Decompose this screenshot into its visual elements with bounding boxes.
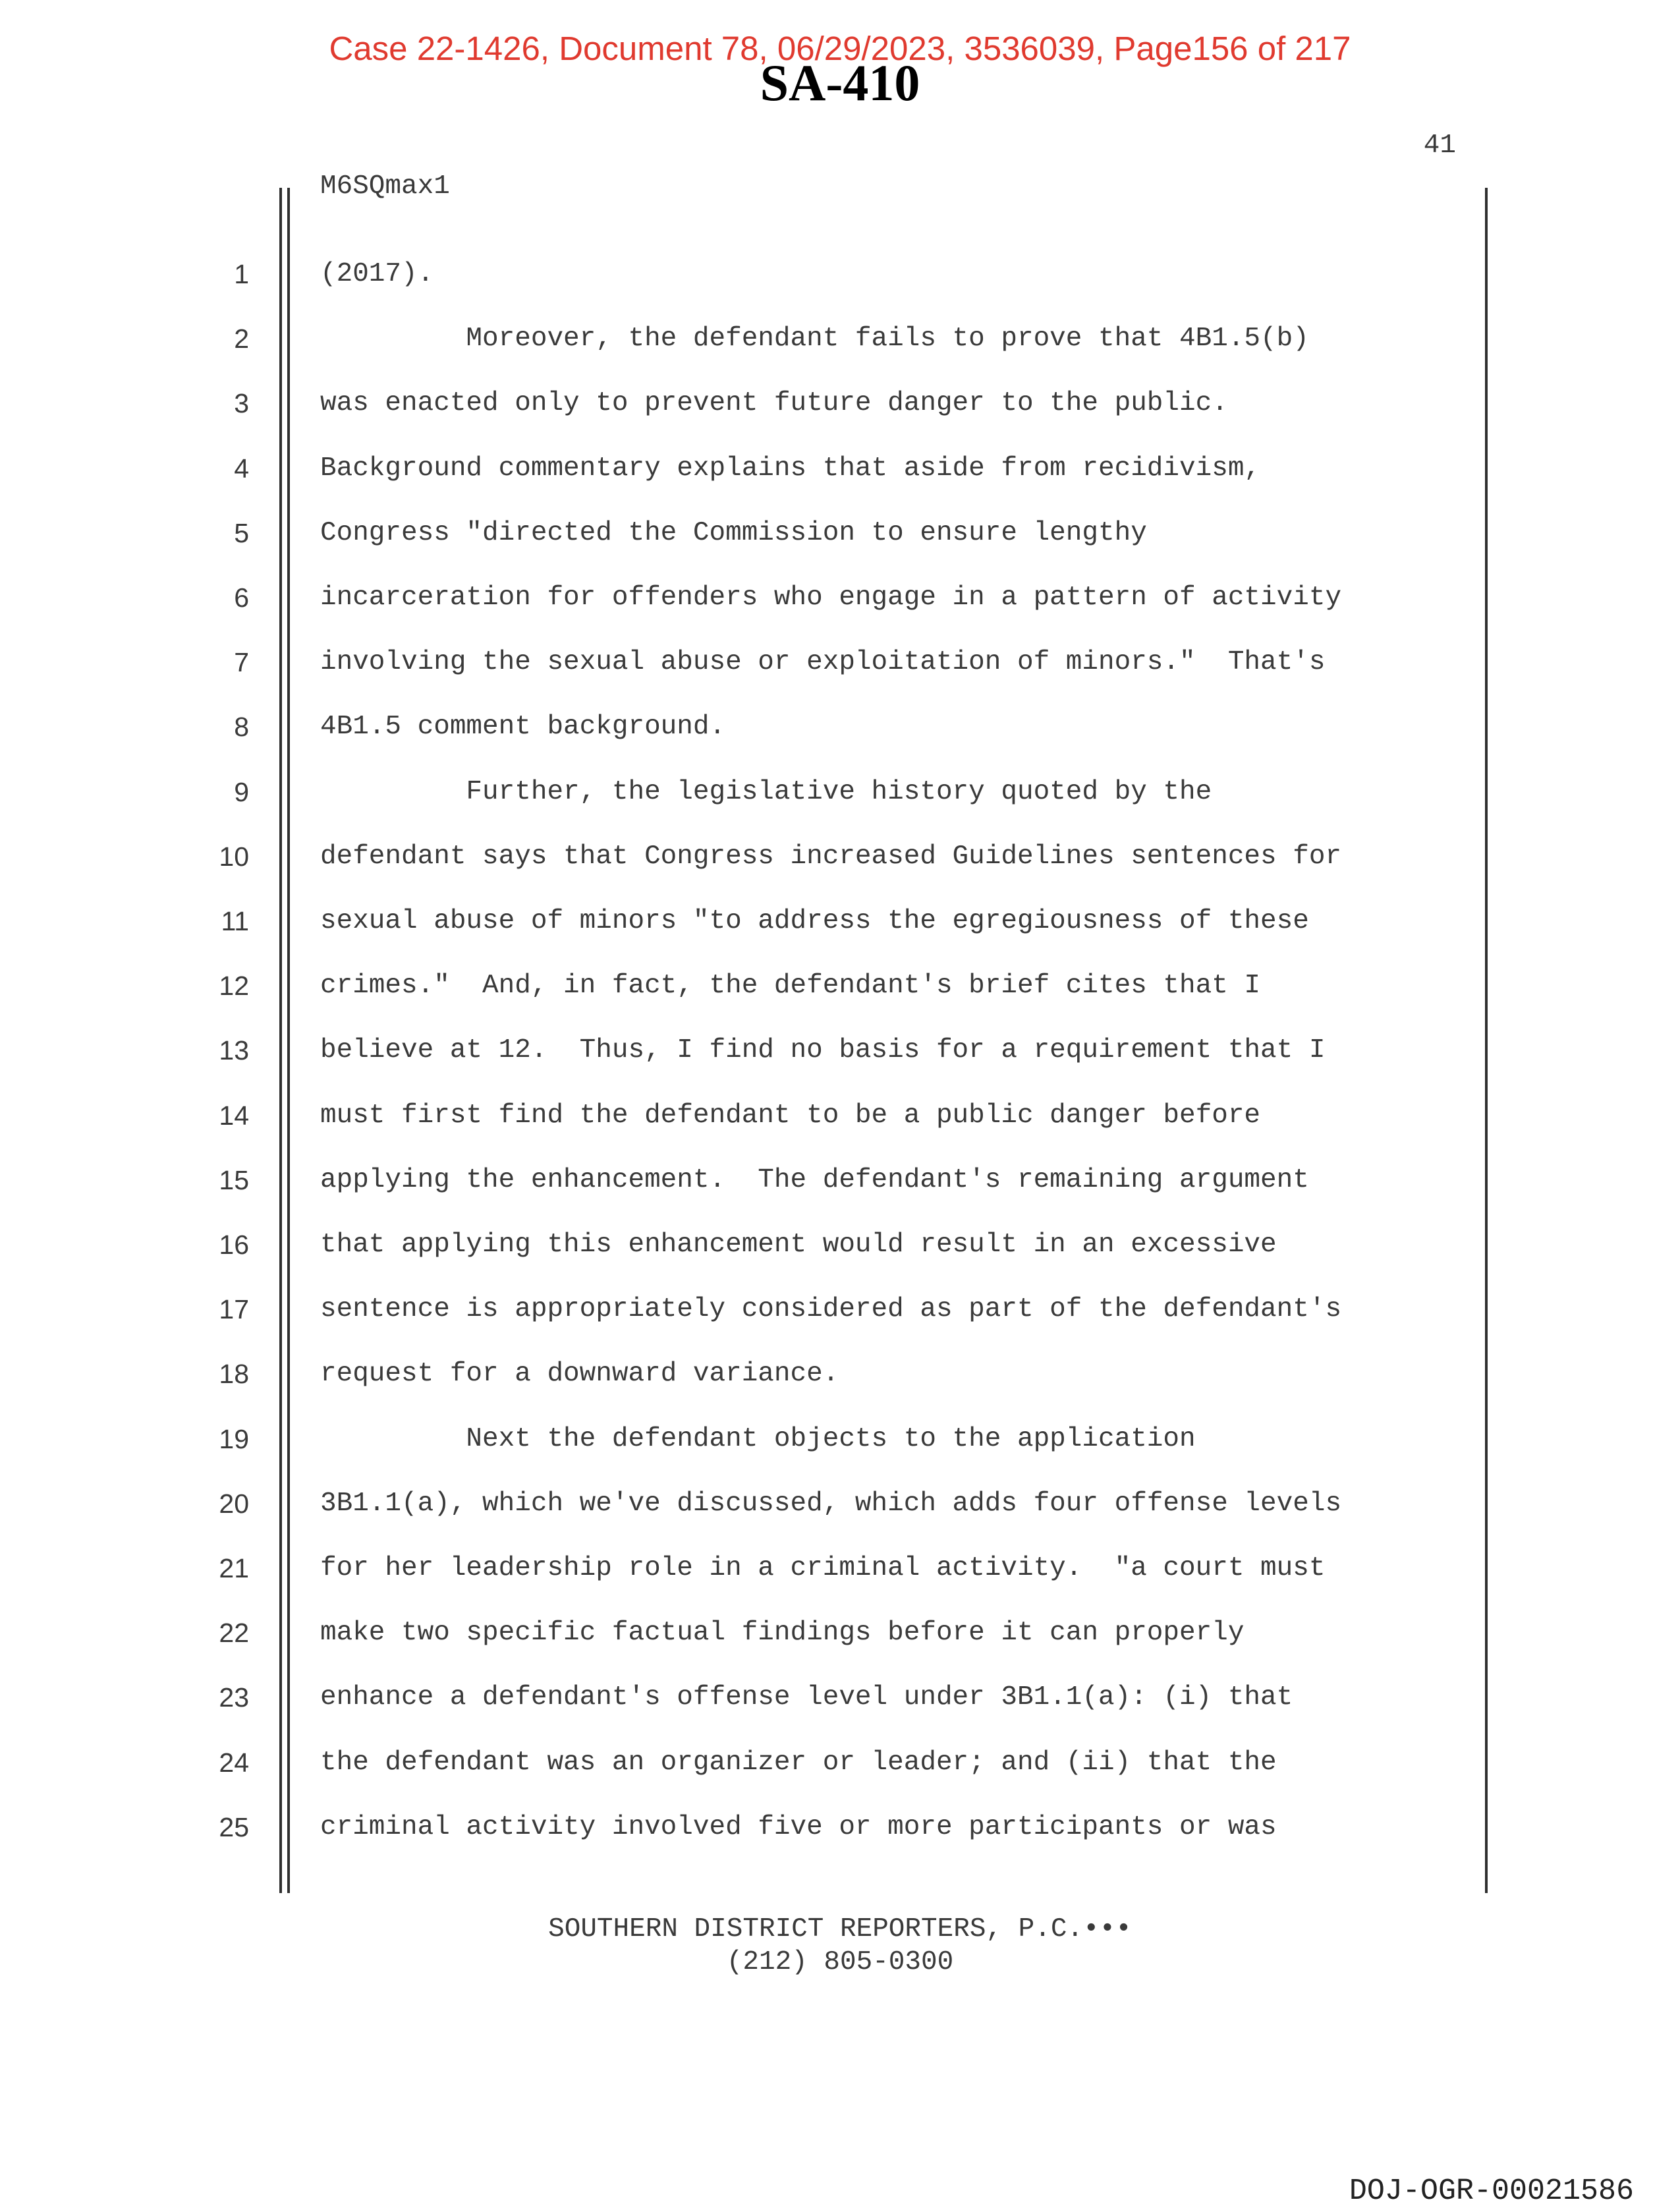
transcript-line: sexual abuse of minors "to address the egregiousness of these <box>320 906 1309 936</box>
right-margin-rule <box>1485 188 1488 1893</box>
line-number: 7 <box>234 647 249 677</box>
line-number: 23 <box>219 1682 249 1713</box>
line-number: 11 <box>221 906 249 936</box>
line-number: 10 <box>219 841 249 872</box>
left-margin-rule-inner <box>287 188 290 1893</box>
transcript-line: Congress "directed the Commission to ensure lengthy <box>320 518 1147 548</box>
transcript-line: applying the enhancement. The defendant's remaining argument <box>320 1165 1309 1195</box>
line-number: 3 <box>234 388 249 418</box>
transcript-line: that applying this enhancement would result in an excessive <box>320 1230 1277 1260</box>
line-number: 24 <box>219 1747 249 1778</box>
page-number: 41 <box>1423 130 1456 161</box>
line-number: 14 <box>219 1100 249 1131</box>
transcript-line: 3B1.1(a), which we've discussed, which adds four offense levels <box>320 1489 1342 1519</box>
transcript-line: was enacted only to prevent future danger to the public. <box>320 388 1228 418</box>
line-number: 13 <box>219 1035 249 1065</box>
transcript-caption: M6SQmax1 <box>320 171 450 202</box>
case-stamp: Case 22-1426, Document 78, 06/29/2023, 3536039, Page156 of 217 <box>329 30 1351 67</box>
transcript-line: sentence is appropriately considered as part of the defendant's <box>320 1294 1342 1324</box>
transcript-line: defendant says that Congress increased Guidelines sentences for <box>320 841 1342 872</box>
reporter-name: SOUTHERN DISTRICT REPORTERS, P.C.••• <box>548 1914 1132 1944</box>
transcript-line: for her leadership role in a criminal activity. "a court must <box>320 1553 1326 1583</box>
transcript-line: enhance a defendant's offense level under 3B1.1(a): (i) that <box>320 1682 1293 1713</box>
line-number: 15 <box>219 1165 249 1195</box>
transcript-line: must first find the defendant to be a public danger before <box>320 1100 1261 1131</box>
sa-number: SA-410 <box>760 54 920 111</box>
line-number: 25 <box>219 1812 249 1842</box>
bates-number: DOJ-OGR-00021586 <box>1349 2174 1634 2208</box>
line-number: 12 <box>219 971 249 1001</box>
transcript-line: criminal activity involved five or more participants or was <box>320 1812 1277 1842</box>
reporter-phone: (212) 805-0300 <box>726 1947 954 1977</box>
line-number: 21 <box>219 1553 249 1583</box>
transcript-line: make two specific factual findings before it can properly <box>320 1618 1245 1648</box>
line-number: 8 <box>234 712 249 742</box>
transcript-line: Next the defendant objects to the application <box>320 1424 1196 1454</box>
line-number: 9 <box>234 777 249 807</box>
line-number: 17 <box>219 1294 249 1324</box>
transcript-line: request for a downward variance. <box>320 1359 839 1389</box>
line-number: 1 <box>234 259 249 289</box>
line-number: 4 <box>234 453 249 484</box>
line-number: 19 <box>219 1424 249 1454</box>
transcript-line: 4B1.5 comment background. <box>320 712 726 742</box>
transcript-line: believe at 12. Thus, I find no basis for a requirement that I <box>320 1035 1326 1065</box>
transcript-line: incarceration for offenders who engage in a pattern of activity <box>320 582 1342 613</box>
line-number: 5 <box>234 518 249 548</box>
line-number: 18 <box>219 1359 249 1389</box>
line-number: 20 <box>219 1489 249 1519</box>
transcript-line: involving the sexual abuse or exploitation of minors." That's <box>320 647 1326 677</box>
transcript-line: Background commentary explains that aside from recidivism, <box>320 453 1261 484</box>
line-number: 22 <box>219 1618 249 1648</box>
transcript-line: the defendant was an organizer or leader; and (ii) that the <box>320 1747 1277 1778</box>
transcript-line: crimes." And, in fact, the defendant's brief cites that I <box>320 971 1261 1001</box>
line-number: 2 <box>234 324 249 354</box>
line-number: 6 <box>234 582 249 613</box>
transcript-line: (2017). <box>320 259 434 289</box>
transcript-line: Further, the legislative history quoted by the <box>320 777 1212 807</box>
left-margin-rule-outer <box>279 188 282 1893</box>
line-number: 16 <box>219 1230 249 1260</box>
transcript-line: Moreover, the defendant fails to prove that 4B1.5(b) <box>320 324 1309 354</box>
